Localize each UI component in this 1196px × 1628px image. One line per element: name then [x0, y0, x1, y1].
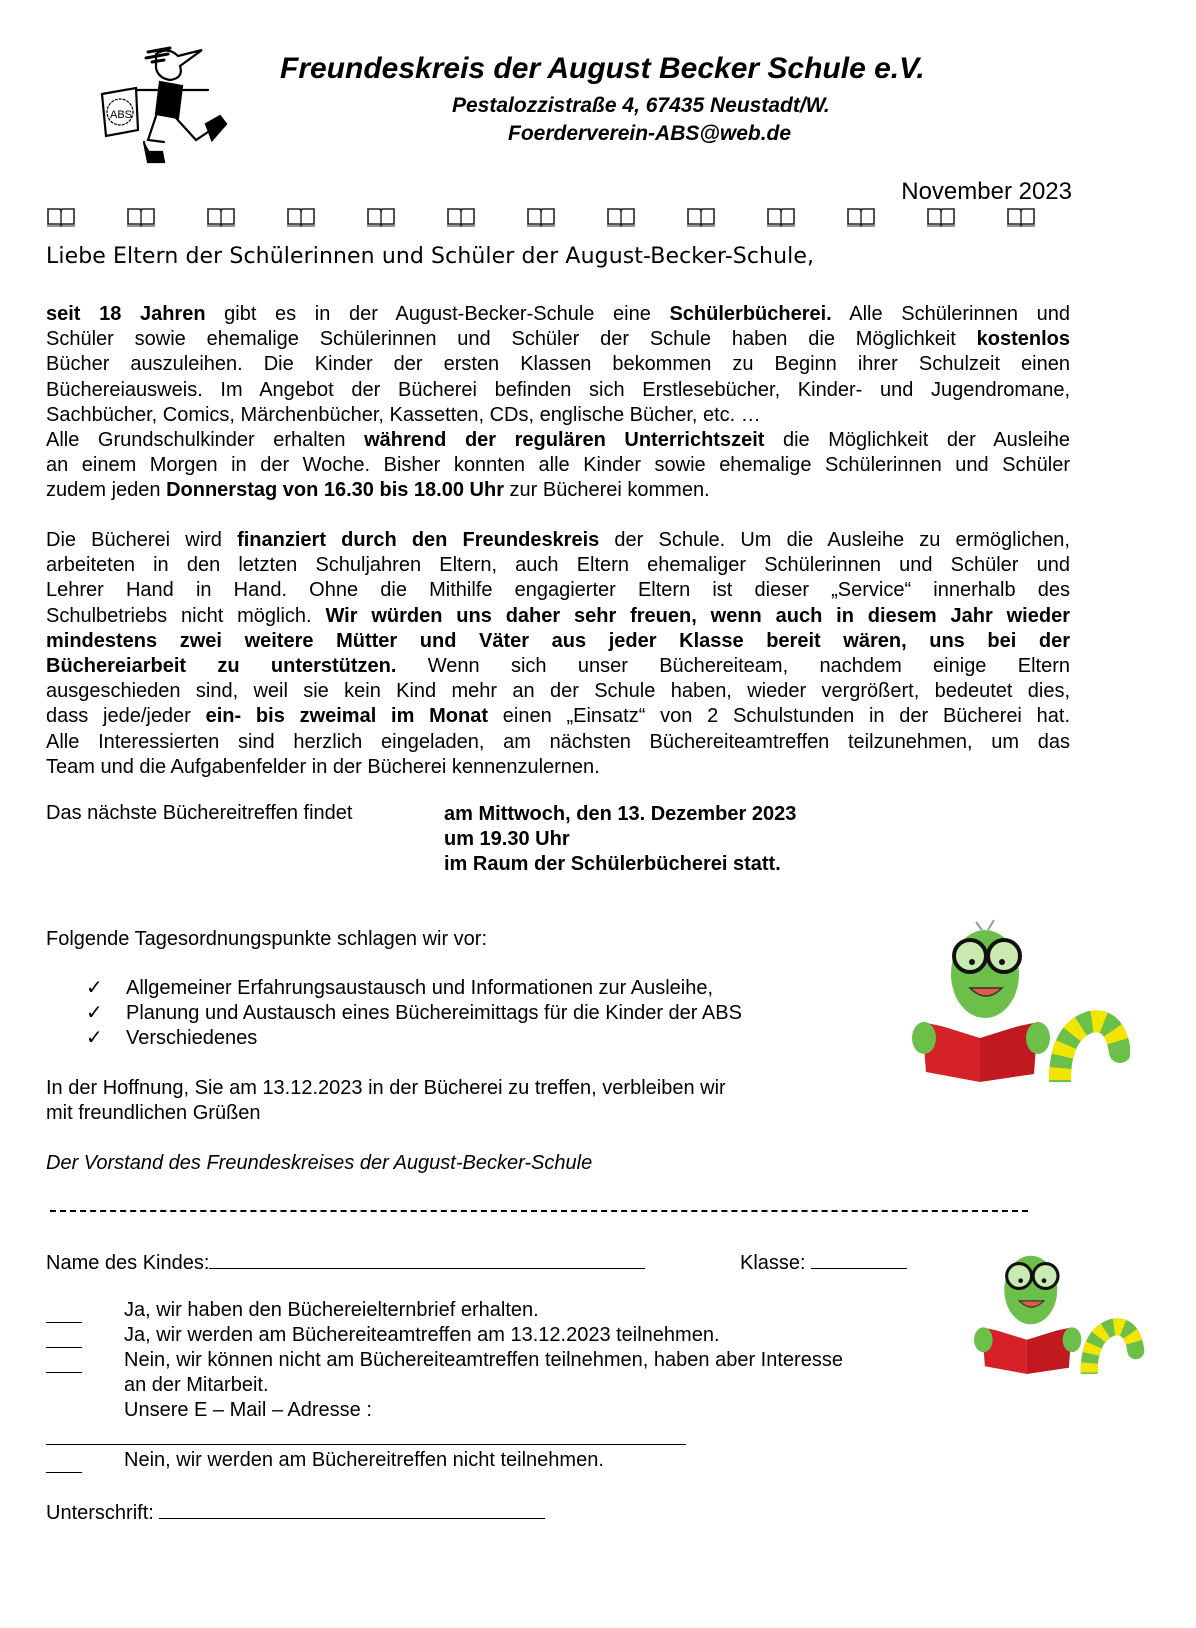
class-row — [740, 1250, 907, 1275]
text-line: Team und die Aufgabenfelder in der Bücherei kennenzulernen. — [46, 755, 600, 778]
open-book-icon — [846, 206, 876, 228]
open-book-icon — [1006, 206, 1036, 228]
meeting-date: am Mittwoch, den 13. Dezember 2023 — [444, 803, 797, 825]
open-book-icon — [46, 206, 76, 228]
agenda-intro: Folgende Tagesordnungspunkte schlagen wir vor: — [46, 928, 488, 950]
option-checkbox-blank[interactable] — [46, 1354, 82, 1373]
open-book-icon — [526, 206, 556, 228]
bookworm-illustration — [910, 902, 1130, 1082]
option-checkbox-blank[interactable] — [46, 1304, 82, 1323]
meeting-details — [444, 802, 796, 878]
signature-label: Unterschrift: — [46, 1502, 154, 1524]
text-line: Sachbücher, Comics, Märchenbücher, Kassetten, CDs, englische Bücher, etc. … — [46, 403, 761, 426]
open-book-icon — [446, 206, 476, 228]
open-book-icon — [286, 206, 316, 228]
open-book-icon — [206, 206, 236, 228]
reply-option: Ja, wir werden am Büchereiteamtreffen am 13.12.2023 teilnehmen. — [46, 1323, 946, 1349]
child-name-row — [46, 1250, 645, 1275]
agenda-item: ✓ Planung und Austausch eines Büchereimittags für die Kinder der ABS — [86, 1001, 742, 1026]
org-address: Pestalozzistraße 4, 67435 Neustadt/W. — [452, 94, 830, 117]
text-line: mindestens zwei weitere Mütter und Väter aus jeder Klasse bereit wären, uns bei der — [46, 629, 1070, 652]
text-line: Die Bücherei wird finanziert durch den Freundeskreis der Schule. Um die Ausleihe zu ermöglichen, — [46, 529, 1070, 551]
text-line: arbeiteten in den letzten Schuljahren Eltern, auch Eltern ehemaliger Schülerinnen und Schüler und — [46, 554, 1070, 577]
text-line: Büchereiausweis. Im Angebot der Bücherei befinden sich Erstlesebücher, Kinder- und Jugendromane, — [46, 378, 1070, 401]
signoff: Der Vorstand des Freundeskreises der August-Becker-Schule — [46, 1152, 593, 1174]
text-line: seit 18 Jahren gibt es in der August-Becker-Schule eine Schülerbücherei. Alle Schülerinnen und — [46, 303, 1070, 325]
reply-option: Ja, wir haben den Büchereielternbrief erhalten. — [46, 1298, 946, 1324]
class-label: Klasse: — [740, 1252, 806, 1274]
agenda-list — [86, 976, 742, 1052]
text-line: ausgeschieden sind, weil sie kein Kind mehr an der Schule haben, wieder vergrößert, bedeutet dies, — [46, 680, 1070, 703]
open-book-icon — [686, 206, 716, 228]
bookworm-illustration-small — [968, 1234, 1148, 1374]
org-email[interactable]: Foerderverein-ABS@web.de — [508, 122, 792, 145]
open-book-icon — [366, 206, 396, 228]
text-line: Alle Grundschulkinder erhalten während der regulären Unterrichtszeit die Möglichkeit der Ausleihe — [46, 429, 1070, 452]
signature-field[interactable] — [159, 1500, 545, 1519]
text-line: Schulbetriebs nicht möglich. Wir würden uns daher sehr freuen, wenn auch in diesem Jahr wieder — [46, 604, 1070, 627]
checkmark-icon: ✓ — [86, 977, 103, 999]
email-label: Unsere E – Mail – Adresse : — [124, 1399, 372, 1421]
open-book-icon — [926, 206, 956, 228]
checkmark-icon: ✓ — [86, 1002, 103, 1025]
text-line: Büchereiarbeit zu unterstützen. Wenn sich unser Büchereiteam, nachdem einige Eltern — [46, 655, 1070, 678]
closing-text: In der Hoffnung, Sie am 13.12.2023 in der Bücherei zu treffen, verbleiben wir mit freundlichen Grüßen — [46, 1077, 726, 1125]
text-line: Lehrer Hand in Hand. Ohne die Mithilfe engagierter Eltern ist dieser „Service“ innerhalb des — [46, 579, 1070, 602]
option-checkbox-blank[interactable] — [46, 1454, 82, 1473]
meeting-place: im Raum der Schülerbücherei statt. — [444, 853, 781, 876]
signature-row — [46, 1500, 545, 1525]
email-field[interactable] — [46, 1444, 686, 1445]
text-line: Bücher auszuleihen. Die Kinder der ersten Klassen bekommen zu Beginn ihrer Schulzeit einen — [46, 353, 1070, 376]
cut-line-divider — [50, 1210, 1028, 1212]
paragraph-volunteer-request — [46, 528, 1070, 780]
open-book-icon — [126, 206, 156, 228]
text-line: an einem Morgen in der Woche. Bisher konnten alle Kinder sowie ehemalige Schülerinnen und Schüler — [46, 454, 1070, 477]
school-mascot-logo — [98, 44, 248, 170]
meeting-label: Das nächste Büchereitreffen findet — [46, 802, 353, 824]
org-title: Freundeskreis der August Becker Schule e.V. — [280, 52, 925, 85]
salutation: Liebe Eltern der Schülerinnen und Schüler der August-Becker-Schule, — [46, 244, 815, 269]
document-date: November 2023 — [901, 178, 1072, 205]
reply-option-continued: an der Mitarbeit. — [124, 1374, 269, 1396]
text-line: dass jede/jeder ein- bis zweimal im Monat einen „Einsatz“ von 2 Schulstunden in der Bücherei hat. — [46, 705, 1070, 728]
open-book-icon — [766, 206, 796, 228]
book-icon-row — [46, 206, 1036, 228]
agenda-item: ✓ Allgemeiner Erfahrungsaustausch und Informationen zur Ausleihe, — [86, 976, 742, 1001]
checkmark-icon: ✓ — [86, 1027, 103, 1050]
logo-text: ABS — [110, 109, 133, 121]
paragraph-library-intro — [46, 302, 1070, 504]
child-name-label: Name des Kindes: — [46, 1252, 210, 1274]
reply-option: Nein, wir werden am Büchereitreffen nicht teilnehmen. — [46, 1448, 946, 1474]
agenda-item: ✓ Verschiedenes — [86, 1026, 742, 1051]
text-line: Alle Interessierten sind herzlich eingeladen, am nächsten Büchereiteamtreffen teilzunehmen, um das — [46, 730, 1070, 753]
text-line: Schüler sowie ehemalige Schülerinnen und Schüler der Schule haben die Möglichkeit kostenlos — [46, 328, 1070, 351]
meeting-time: um 19.30 Uhr — [444, 828, 570, 851]
child-name-field[interactable] — [209, 1250, 645, 1269]
option-checkbox-blank[interactable] — [46, 1329, 82, 1348]
text-line: zudem jeden Donnerstag von 16.30 bis 18.00 Uhr zur Bücherei kommen. — [46, 479, 710, 502]
reply-option: Nein, wir können nicht am Büchereiteamtreffen teilnehmen, haben aber Interesse — [46, 1348, 946, 1374]
class-field[interactable] — [811, 1250, 907, 1269]
open-book-icon — [606, 206, 636, 228]
